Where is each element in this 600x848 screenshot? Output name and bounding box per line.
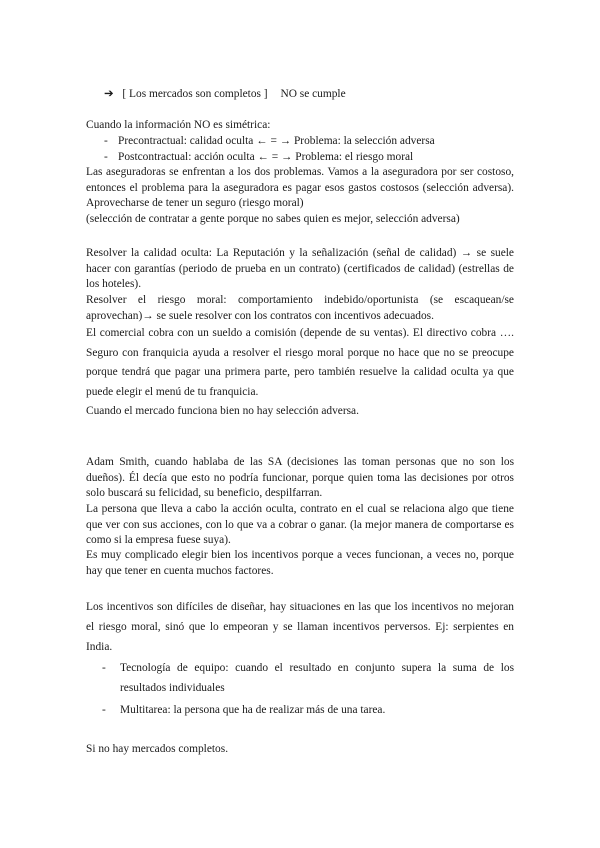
bullet-text: Tecnología de equipo: cuando el resultado en conjunto supera la suma de los resultados individuales [120,662,514,694]
hidden-quality-paragraph: Resolver la calidad oculta: La Reputación y la señalización (señal de calidad) → se suele hacer con garantías (periodo de prueba en un contrato) (certificados de calidad) (estrellas de los hoteles). [86,247,514,290]
insurance-paragraph: Las aseguradoras se enfrentan a los dos problemas. Vamos a la aseguradora por ser costoso, entonces el problema para la aseguradora es pagar esos gastos costosos (selección adversa). Aprovecharse de tener un seguro (riesgo moral) [86,166,514,209]
incentives-bullet-1 [102,658,514,698]
incentives-bullet-2 [102,700,514,720]
bullet-text: Precontractual: calidad oculta ← = → Problema: la selección adversa [118,135,435,147]
asymmetric-intro: Cuando la información NO es simétrica: [86,119,271,131]
perverse-incentives-paragraph: Los incentivos son difíciles de diseñar, hay situaciones en las que los incentivos no mejoran el riesgo moral, sinó que lo empeoran y se llaman incentivos perversos. Ej: serpientes en India. [86,601,514,653]
bullet-marker: - [102,662,106,674]
market-ok-line: Cuando el mercado funciona bien no hay selección adversa. [86,405,359,417]
incentives-hard-paragraph: Es muy complicado elegir bien los incentivos porque a veces funcionan, a veces no, porque hay que tener en cuenta muchos factores. [86,549,514,577]
hidden-action-paragraph: La persona que lleva a cabo la acción oculta, contrato en el cual se relaciona algo que tiene que ver con sus acciones, con lo que va a cobrar o ganar. (la mejor manera de comportarse es como si la empresa fuese suya). [86,503,514,546]
heading-bracket-text: [ Los mercados son completos ] [122,88,268,100]
moral-hazard-paragraph: Resolver el riesgo moral: comportamiento indebido/oportunista (se escaquean/se aprovechan)→ se suele resolver con los contratos con incentivos adecuados. [86,294,514,322]
bullet-text: Postcontractual: acción oculta ← = → Problema: el riesgo moral [118,151,414,163]
bullet-marker: - [104,135,108,147]
asymmetric-bullet-2 [104,150,544,166]
bullet-marker: - [102,704,106,716]
closing-line: Si no hay mercados completos. [86,743,229,755]
heading-tail: NO se cumple [280,88,346,100]
bullet-marker: - [104,151,108,163]
arrow-icon: ➔ [104,88,114,100]
insurance-note: (selección de contratar a gente porque no sabes quien es mejor, selección adversa) [86,213,460,225]
heading-line [104,86,346,100]
commercial-paragraph: El comercial cobra con un sueldo a comisión (depende de su ventas). El directivo cobra …. Seguro con franquicia ayuda a resolver el riesgo moral porque no hace que no se preocupe porque tendrá que pagar una primera parte, pero también resuelve la calidad oculta ya que puede elegir el menú de tu franquicia. [86,327,514,398]
bullet-text: Multitarea: la persona que ha de realizar más de una tarea. [120,704,386,716]
asymmetric-bullet-1 [104,134,544,150]
adam-smith-paragraph: Adam Smith, cuando hablaba de las SA (decisiones las toman personas que no son los dueños). Él decía que esto no podría funcionar, porque quien toma las decisiones por otros solo buscará su felicidad, su beneficio, despilfarran. [86,456,514,499]
